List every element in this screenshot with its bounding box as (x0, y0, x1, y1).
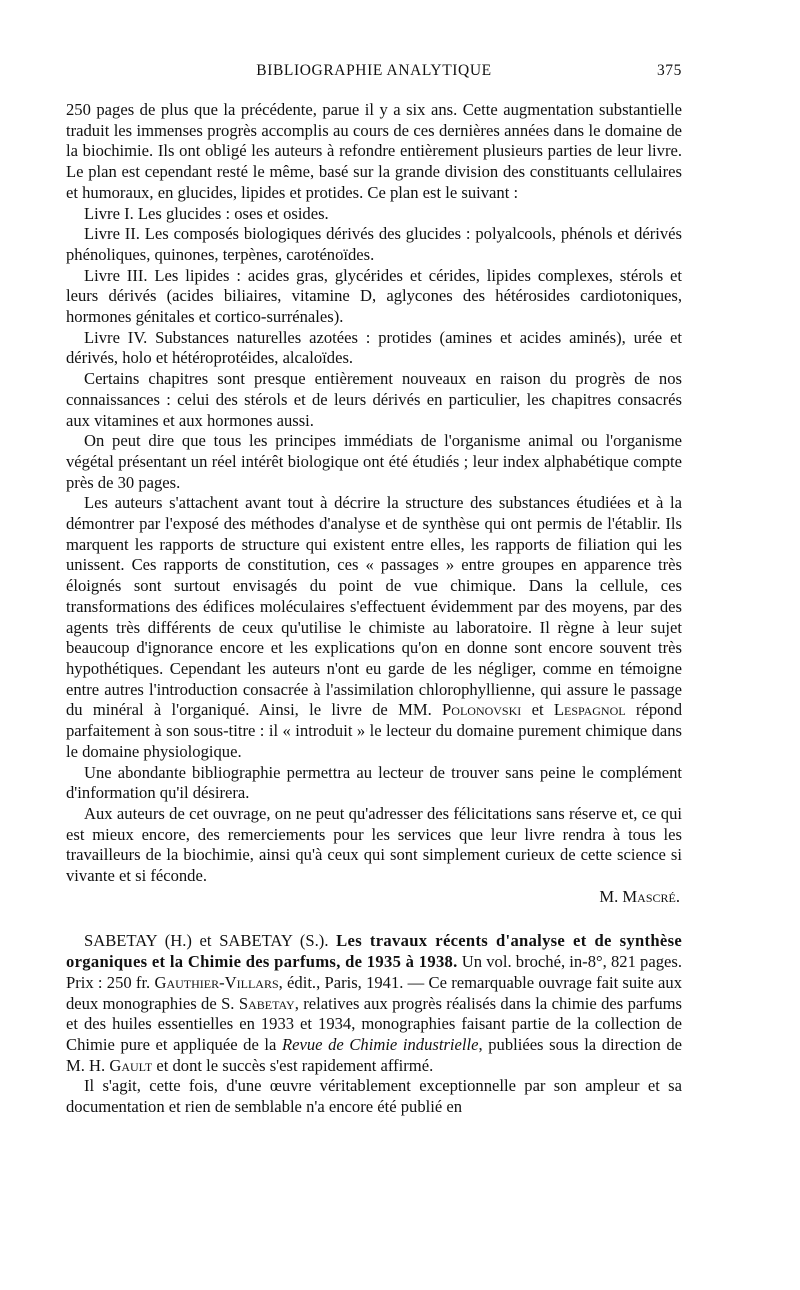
p4-text-a: Les auteurs s'attachent avant tout à décrire la structure des substances étudiées et à la démontrer par l'exposé des méthodes d'analyse et de synthèse qui ont permis de l'établir. Ils marquent les rapports de structure qui existent entre elles, les rapports de filiation qui les unissent. Ces rapports de constitution, ces « passages » entre groupes en apparence très éloignés sont surtout envisagés du point de vue chimique. Dans la cellule, ces transformations des édifices moléculaires s'effectuent évidemment par des moyens, par des agents très différents de ceux qu'utilise le chimiste au laboratoire. Il règne à leur sujet beaucoup d'ignorance encore et les explications qu'on en donne sont encore souvent très hypothétiques. Cependant les auteurs n'ont eu garde de les négliger, comme en témoigne entre autres l'introduction consacrée à l'assimilation chlorophyllienne, qui assure le passage du minéral à l'organiqué. Ainsi, le livre de MM. (66, 493, 682, 720)
p4-text-b: répond parfaitement à son sous-titre : il « introduit » le lecteur du domaine purement chimique dans le domaine physiologique. (66, 700, 683, 761)
review1-paragraph-4 (66, 493, 682, 762)
review1-paragraph-5: Une abondante bibliographie permettra au lecteur de trouver sans peine le complément d'information qu'il désirera. (66, 762, 682, 803)
author-name-sabetay: Sabetay (238, 993, 295, 1013)
review2-book-title: Les travaux récents d'analyse et de synthèse organiques et la Chimie des parfums, de 1935 à 1938. (66, 931, 682, 972)
review2-details-2: , édit., Paris, 1941. — Ce remarquable ouvrage fait suite aux deux monographies de S. (66, 972, 682, 1013)
running-header (66, 62, 682, 88)
p4-and: et (531, 700, 544, 720)
review1-paragraph-2: Certains chapitres sont presque entièrement nouveaux en raison du progrès de nos connaissances : celui des stérols et de leurs dérivés en particulier, les chapitres consacrés aux vitamines et aux hormones aussi. (66, 369, 682, 430)
review2-details-5: et dont le succès s'est rapidement affirmé. (156, 1055, 434, 1075)
header-title: BIBLIOGRAPHIE ANALYTIQUE (256, 62, 492, 79)
review1-paragraph-6: Aux auteurs de cet ouvrage, on ne peut qu'adresser des félicitations sans réserve et, ce qui est mieux encore, des remerciements pour les services que leur livre rendra à tous les travailleurs de la biochimie, ainsi qu'à ceux qui sont simplement curieux de cette science si vivante et si féconde. (66, 803, 682, 886)
plan-item-livre-1: Livre I. Les glucides : oses et osides. (84, 203, 329, 223)
review2-entry (66, 931, 682, 1076)
author-name-lespagnol: Lespagnol (553, 700, 626, 720)
review2-paragraph-2: Il s'agit, cette fois, d'une œuvre véritablement exceptionnelle par son ampleur et sa documentation et rien de semblable n'a encore été publié en (66, 1076, 682, 1117)
review1-paragraph-3: On peut dire que tous les principes immédiats de l'organisme animal ou l'organisme végétal présentant un réel intérêt biologique ont été étudiés ; leur index alphabétique compte près de 30 pages. (66, 431, 682, 492)
signature-name: Mascré. (622, 886, 680, 906)
plan-item-livre-2: Livre II. Les composés biologiques dérivés des glucides : polyalcools, phénols et dérivés phénoliques, quinones, terpènes, caroténoïdes. (66, 224, 682, 264)
signature-initial: M. (599, 886, 619, 906)
page-body (66, 100, 682, 1118)
author-name-polonovski: Polonovski (442, 700, 522, 720)
review2-details-3: , relatives aux progrès réalisés dans la chimie des parfums et des huiles essentielles en 1933 et 1934, monographies faisant partie de la collection de Chimie pure et appliquée de la (66, 993, 682, 1054)
plan-item-livre-3: Livre III. Les lipides : acides gras, glycérides et cérides, lipides complexes, stérols et leurs dérivés (acides biliaires, vitamine D, aglycones des hétérosides cardiotoniques, hormones génitales et cortico-surrénales). (66, 265, 682, 327)
publisher-name: Gauthier-Villars (154, 972, 279, 992)
journal-title: Revue de Chimie industrielle (282, 1034, 479, 1054)
review1-signature (66, 887, 682, 908)
review2-details-4: , publiées sous la direction de M. H. (66, 1034, 682, 1075)
plan-item-livre-4: Livre IV. Substances naturelles azotées : protides (amines et acides aminés), urée et dérivés, holo et hétéroprotéides, alcaloïdes. (66, 327, 682, 368)
page-number: 375 (656, 62, 682, 79)
director-name-gault: Gault (109, 1055, 153, 1075)
review1-paragraph-1: 250 pages de plus que la précédente, parue il y a six ans. Cette augmentation substantielle traduit les immenses progrès accomplis au cours de ces dernières années dans le domaine de la biochimie. Ils ont obligé les auteurs à refondre entièrement plusieurs parties de leur livre. Le plan est cependant resté le même, basé sur la grande division des constituants cellulaires et humoraux, en glucides, lipides et protides. Ce plan est le suivant : (66, 100, 682, 202)
review2-authors: SABETAY (H.) et SABETAY (S.). (84, 931, 329, 951)
review2-details: Un vol. broché, in-8°, 821 pages. Prix : 250 fr. (66, 952, 682, 992)
